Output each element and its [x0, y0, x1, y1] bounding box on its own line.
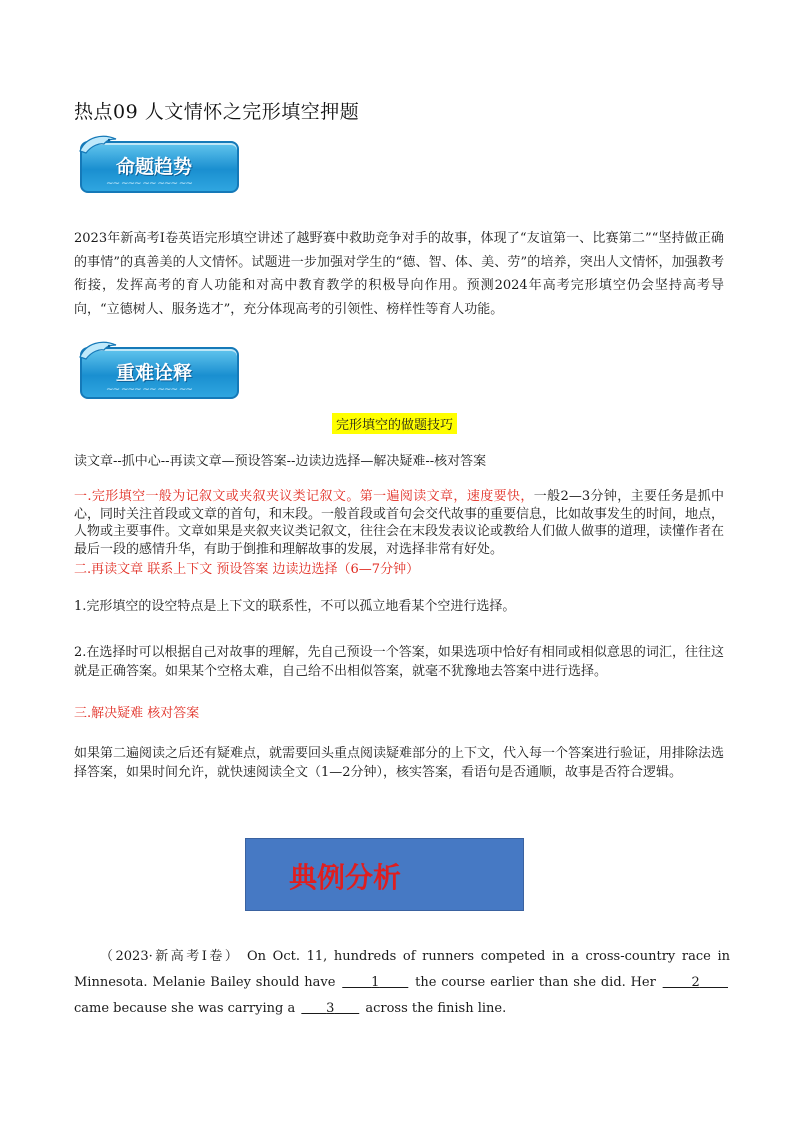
section-heading: 完形填空的做题技巧: [332, 413, 457, 434]
page-title: 热点09 人文情怀之完形填空押题: [74, 101, 360, 123]
wave-decoration: ~~ ~~~ ~~ ~~~ ~~: [106, 385, 192, 395]
badge-label: 重难诠释: [116, 362, 193, 384]
blank-3[interactable]: [299, 1001, 361, 1016]
section-badge-trend: [80, 141, 239, 193]
point-3-text: 如果第二遍阅读之后还有疑难点，就需要回头重点阅读疑难部分的上下文，代入每一个答案进行验证，用排除法选择答案，如果时间允许，就快速阅读全文（1—2分钟），核实答案，看语句是否通顺，故事是否符合逻辑。: [74, 746, 725, 780]
blank-2[interactable]: [661, 975, 730, 990]
intro-paragraph: 2023年新高考I卷英语完形填空讲述了越野赛中救助竞争对手的故事，体现了“友谊第一、比赛第二”“坚持做正确的事情”的真善美的人文情怀。试题进一步加强对学生的“德、智、体、美、劳”的培养，突出人文情怀，加强教考衔接，发挥高考的育人功能和对高中教育教学的积极导向作用。预测2024年高考完形填空仍会坚持高考导向，“立德树人、服务选才”，充分体现高考的引领性、榜样性等育人功能。: [74, 231, 724, 317]
point-1-highlight: 一.完形填空一般为记叙文或夹叙夹议类记叙文。第一遍阅读文章，速度要快，: [74, 489, 534, 504]
blank-1[interactable]: [340, 975, 410, 990]
example-banner-label: 典例分析: [289, 861, 402, 894]
example-passage: [74, 944, 730, 1022]
example-text-a: On Oct. 11, hundreds of runners competed in a cross-country race in Minnesota. Melanie Bailey should have: [74, 949, 730, 990]
point-2-heading: 二.再读文章 联系上下文 预设答案 边读边选择（6—7分钟）: [74, 562, 420, 577]
section-badge-key-points: [80, 347, 239, 399]
point-3-heading: 三.解决疑难 核对答案: [74, 706, 200, 721]
blank-1-number: 1: [371, 975, 380, 990]
example-source: （2023·新高考I卷）: [100, 949, 241, 964]
example-text-d: across the finish line.: [365, 1001, 507, 1016]
example-text-c: came because she was carrying a: [74, 1001, 296, 1016]
blank-2-number: 2: [691, 975, 700, 990]
point-2-item-2: 2.在选择时可以根据自己对故事的理解，先自己预设一个答案，如果选项中恰好有相同或相似意思的词汇，往往这就是正确答案。如果某个空格太难，自己给不出相似答案，就毫不犹豫地去答案中进行选择。: [74, 645, 724, 679]
blank-3-number: 3: [326, 1001, 335, 1016]
badge-label: 命题趋势: [116, 156, 193, 178]
steps-line: 读文章--抓中心--再读文章—预设答案--边读边选择—解决疑难--核对答案: [74, 454, 487, 469]
point-2-item-1: 1.完形填空的设空特点是上下文的联系性，不可以孤立地看某个空进行选择。: [74, 599, 516, 614]
example-banner: [245, 838, 524, 911]
point-1: [74, 488, 724, 558]
point-1-body: 一般2—3分钟，主要任务是抓中心，同时关注首段或文章的首句，和末段。一般首段或首句会交代故事的重要信息，比如故事发生的时间，地点，人物或主要事件。文章如果是夹叙夹议类记叙文，往往会在末段发表议论或教给人们做人做事的道理，读懂作者在最后一段的感情升华，有助于倒推和理解故事的发展，对选择非常有好处。: [74, 489, 725, 557]
example-text-b: the course earlier than she did. Her: [415, 975, 656, 990]
wave-decoration: ~~ ~~~ ~~ ~~~ ~~: [106, 179, 192, 189]
